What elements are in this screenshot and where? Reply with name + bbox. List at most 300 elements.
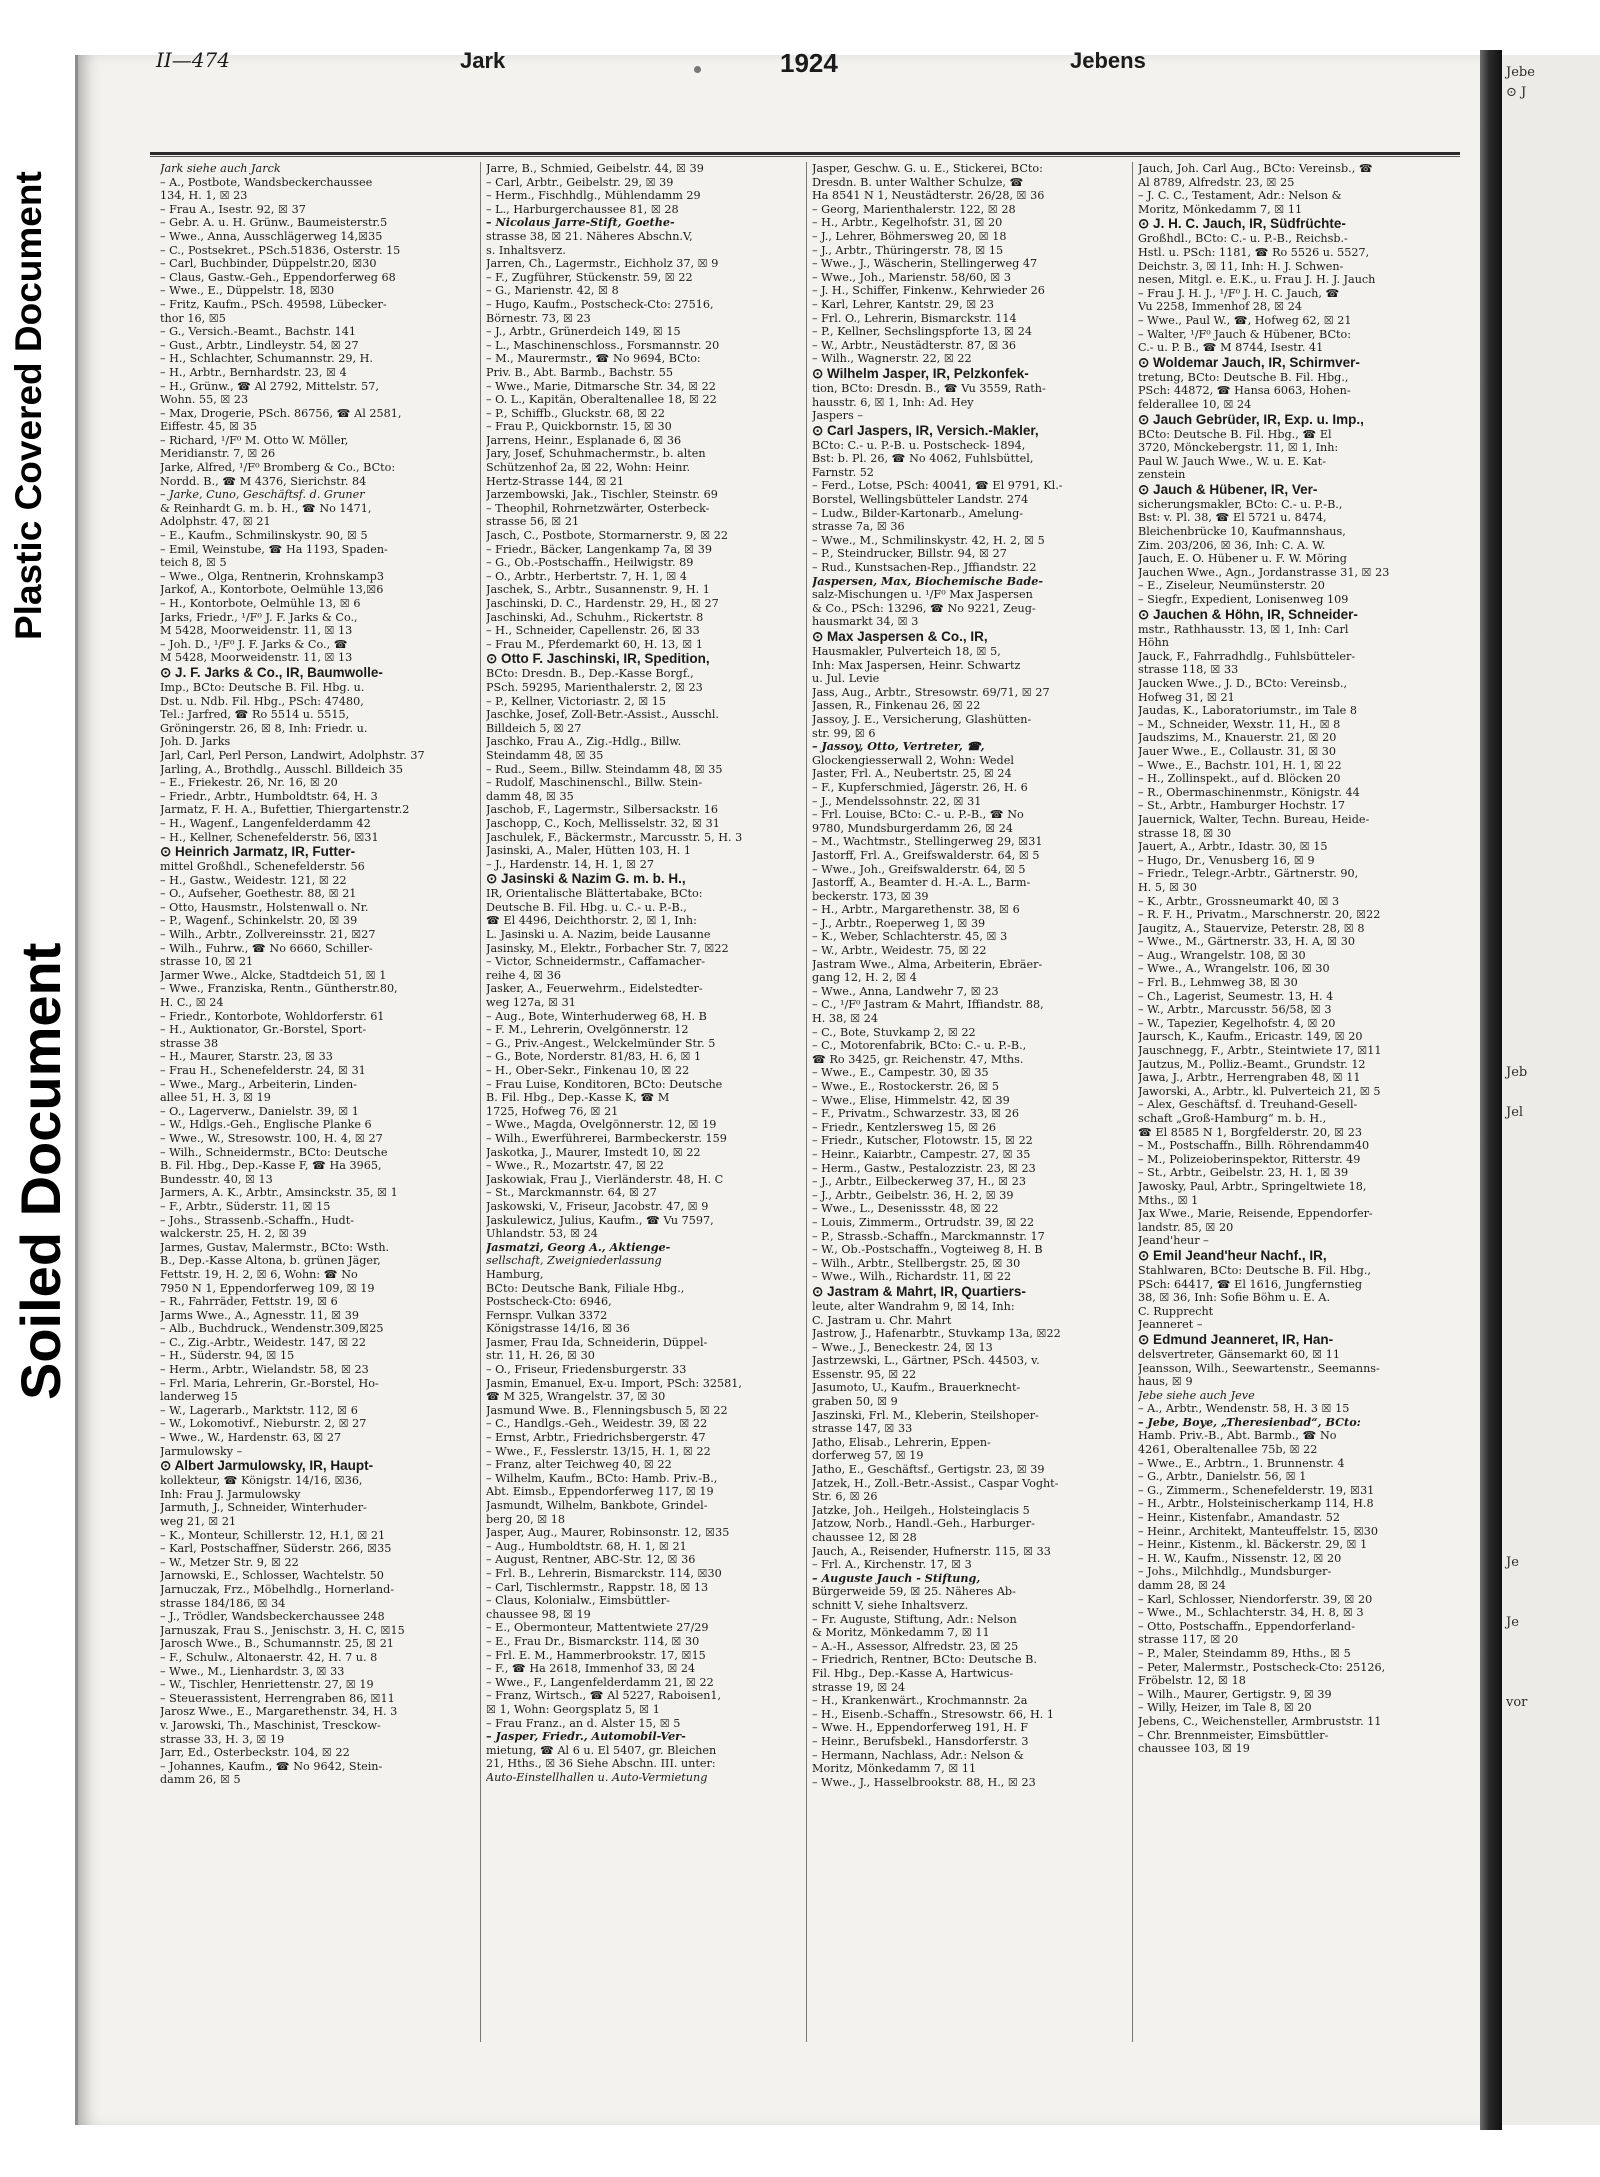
directory-entry-line: – Carl, Buchbinder, Düppelstr.20, ☒30 [160, 257, 377, 271]
directory-entry-line: – Wilh., Fuhrw., ☎ No 6660, Schiller- [160, 941, 373, 955]
directory-entry-line: Jarnowski, E., Schlosser, Wachtelstr. 50 [160, 1569, 384, 1583]
directory-entry-line: – W., Hdlgs.-Geh., Englische Planke 6 [160, 1118, 372, 1132]
directory-entry-line: – E., Friekestr. 26, Nr. 16, ☒ 20 [160, 776, 338, 790]
directory-entry-line: Jastram Wwe., Alma, Arbeiterin, Ebräer- [812, 957, 1043, 971]
header-rule [150, 152, 1460, 155]
directory-entry-line: – J., Hardenstr. 14, H. 1, ☒ 27 [486, 857, 654, 871]
directory-entry-line: – Johannes, Kaufm., ☎ No 9642, Stein- [160, 1759, 383, 1773]
directory-entry-line: B., Dep.-Kasse Altona, b. grünen Jäger, [160, 1254, 381, 1268]
directory-entry-line: – Wwe., Joh., Marienstr. 58/60, ☒ 3 [812, 270, 1012, 284]
directory-entry-line: – W., Lokomotivf., Nieburstr. 2, ☒ 27 [160, 1417, 367, 1431]
directory-entry-line: 1725, Hofweg 76, ☒ 21 [486, 1104, 619, 1118]
directory-entry-line: – Wwe. H., Eppendorferweg 191, H. F [812, 1721, 1029, 1735]
directory-entry-line: – Frl. A., Kirchenstr. 17, ☒ 3 [812, 1558, 972, 1572]
directory-entry-line: – F., Kupferschmied, Jägerstr. 26, H. 6 [812, 780, 1028, 794]
directory-entry-line: – Alex, Geschäftsf. d. Treuhand-Gesell- [1138, 1098, 1358, 1112]
directory-entry-line: Jarren, Ch., Lagermstr., Eichholz 37, ☒ 9 [486, 257, 719, 271]
directory-entry-line: – St., Marckmannstr. 64, ☒ 27 [486, 1186, 657, 1200]
directory-entry-line: L. Jasinski u. A. Nazim, beide Lausanne [486, 928, 711, 942]
directory-entry-line: – J., Arbtr., Thüringerstr. 78, ☒ 15 [812, 243, 1004, 257]
directory-entry-line: Jarosz Wwe., E., Margarethenstr. 34, H. 3 [160, 1705, 398, 1719]
directory-entry-line: Jeansson, Wilh., Seewartenstr., Seemanns- [1138, 1361, 1380, 1375]
directory-entry-line: – Frl. B., Lehrerin, Bismarckstr. 114, ☒30 [486, 1566, 722, 1580]
directory-entry-line: nesen, Mitgl. e. E.K., u. Frau J. H. J. Jauch [1138, 273, 1376, 287]
directory-entry-line: – Frau A., Isestr. 92, ☒ 37 [160, 202, 306, 216]
facing-page-fragment: Jel [1506, 1105, 1524, 1120]
directory-entry-line: IR, Orientalische Blättertabake, BCto: [486, 887, 703, 901]
directory-entry-line: – C., Postsekret., PSch.51836, Osterstr. 15 [160, 243, 401, 257]
directory-entry-line: – H., Wagenf., Langenfelderdamm 42 [160, 816, 371, 830]
directory-entry-line: – Friedr., Kutscher, Flotowstr. 15, ☒ 22 [812, 1134, 1033, 1148]
directory-entry-line: – Wwe., W., Stresowstr. 100, H. 4, ☒ 27 [160, 1131, 383, 1145]
directory-entry-line: Jaschko, Frau A., Zig.-Hdlg., Billw. [486, 735, 682, 749]
directory-entry-line: – Wwe., Elise, Himmelstr. 42, ☒ 39 [812, 1093, 1010, 1107]
directory-entry-line: Inh: Max Jaspersen, Heinr. Schwartz [812, 658, 1021, 672]
directory-entry-line: – H., Arbtr., Holsteinischerkamp 114, H.8 [1138, 1497, 1374, 1511]
directory-entry-line: chaussee 12, ☒ 28 [812, 1531, 917, 1544]
directory-entry-line: ☎ M 325, Wrangelstr. 37, ☒ 30 [486, 1390, 666, 1404]
directory-entry-line: Jarmes, Gustav, Malermstr., BCto: Wsth. [160, 1240, 390, 1254]
directory-entry-line: – Wwe., M., Lienhardstr. 3, ☒ 33 [160, 1664, 345, 1678]
directory-entry-line: Jasinsky, M., Elektr., Forbacher Str. 7, ☒22 [486, 941, 729, 955]
directory-entry-line: – W., Arbtr., Marcusstr. 56/58, ☒ 3 [1138, 1003, 1332, 1017]
directory-entry-line: BCto: Deutsche B. Fil. Hbg., ☎ El [1138, 427, 1332, 441]
directory-entry-line: – Frl. B., Lehmweg 38, ☒ 30 [1138, 976, 1298, 990]
directory-entry-line: Gröningerstr. 26, ☒ 8, Inh: Friedr. u. [160, 721, 368, 735]
directory-entry-line: – P., Kellner, Victoriastr. 2, ☒ 15 [486, 694, 667, 708]
directory-entry-line: mietung, ☎ Al 6 u. El 5407, gr. Bleichen [486, 1743, 717, 1757]
directory-entry-line: allee 51, H. 3, ☒ 19 [160, 1091, 271, 1105]
directory-entry-line: – Otto, Postschaffn., Eppendorferland- [1138, 1619, 1355, 1633]
directory-entry-line: ⊙ Otto F. Jaschinski, IR, Spedition, [486, 651, 710, 667]
directory-entry-line: Höhn [1138, 636, 1169, 650]
directory-entry-line: Bundesstr. 40, ☒ 13 [160, 1172, 273, 1186]
directory-entry-line: Bleichenbrücke 10, Kaufmannshaus, [1138, 525, 1346, 539]
directory-entry-line: Jaskotka, J., Maurer, Imstedt 10, ☒ 22 [486, 1145, 701, 1159]
directory-entry-line: – Wwe., Joh., Greifswalderstr. 64, ☒ 5 [812, 862, 1026, 876]
directory-entry-line: BCto: Dresdn. B., Dep.-Kasse Borgf., [486, 667, 694, 681]
directory-entry-line: – H., Gastw., Weidestr. 121, ☒ 22 [160, 873, 347, 887]
directory-entry-line: Jauernick, Walter, Techn. Bureau, Heide- [1138, 812, 1370, 826]
directory-entry-line: – Carl, Tischlermstr., Rappstr. 18, ☒ 13 [486, 1580, 709, 1594]
directory-entry-line: strasse 184/186, ☒ 34 [160, 1596, 286, 1610]
directory-entry-line: ⊙ Carl Jaspers, IR, Versich.-Makler, [812, 422, 1039, 438]
directory-entry-line: – O., Lagerverw., Danielstr. 39, ☒ 1 [160, 1104, 359, 1118]
directory-entry-line: Jauch, E. O. Hübener u. F. W. Möring [1138, 552, 1347, 566]
directory-entry-line: Str. 6, ☒ 26 [812, 1490, 878, 1504]
directory-entry-line: haus, ☒ 9 [1138, 1375, 1193, 1389]
directory-entry-line: – Ferd., Lotse, PSch: 40041, ☎ El 9791, Kl.- [812, 479, 1063, 493]
directory-entry-line: tretung, BCto: Deutsche B. Fil. Hbg., [1138, 370, 1349, 384]
directory-entry-line: Fernspr. Vulkan 3372 [486, 1308, 608, 1322]
directory-entry-line: Jaudas, K., Laboratoriumstr., im Tale 8 [1138, 704, 1357, 718]
directory-entry-line: PSch: 64417, ☎ El 1616, Jungfernstieg [1138, 1277, 1363, 1291]
directory-entry-line: Jaskowski, V., Friseur, Jacobstr. 47, ☒ 9 [486, 1199, 709, 1213]
directory-entry-line: Tel.: Jarfred, ☎ Ro 5514 u. 5515, [160, 708, 350, 722]
directory-entry-line: teich 8, ☒ 5 [160, 556, 227, 570]
directory-entry-line: Jatzow, Norb., Handl.-Geh., Harburger- [812, 1517, 1035, 1531]
facing-page-fragment: ⊙ J [1506, 85, 1527, 100]
directory-entry-line: – Ch., Lagerist, Seumestr. 13, H. 4 [1138, 989, 1334, 1003]
directory-entry-line: – Herm., Fischhdlg., Mühlendamm 29 [486, 189, 701, 203]
directory-entry-line: – G., Versich.-Beamt., Bachstr. 141 [160, 325, 356, 339]
directory-entry-line: Al 8789, Alfredstr. 23, ☒ 25 [1138, 175, 1295, 189]
directory-entry-line: Jarzembowski, Jak., Tischler, Steinstr. 69 [486, 488, 718, 502]
directory-entry-line: – Wwe., Olga, Rentnerin, Krohnskamp3 [160, 569, 384, 583]
directory-entry-line: s. Inhaltsverz. [486, 243, 566, 257]
directory-entry-line: – Theophil, Rohrnetzwärter, Osterbeck- [486, 501, 710, 515]
directory-entry-line: Joh. D. Jarks [160, 735, 231, 749]
directory-columns [160, 162, 1460, 2062]
directory-entry-line: Jarnuszak, Frau S., Jenischstr. 3, H. C, ☒15 [160, 1623, 405, 1637]
directory-entry-line: Jaschke, Josef, Zoll-Betr.-Assist., Ausschl. [486, 708, 719, 722]
directory-entry-line: strasse 10, ☒ 21 [160, 955, 254, 969]
directory-entry-line: Jaucken Wwe., J. D., BCto: Vereinsb., [1138, 677, 1348, 690]
directory-entry-line: – Wwe., A., Wrangelstr. 106, ☒ 30 [1138, 962, 1330, 976]
directory-entry-line: u. Jul. Levie [812, 672, 880, 686]
directory-entry-line: Farnstr. 52 [812, 465, 874, 479]
directory-entry-line: – Walter, ¹/F⁰ Jauch & Hübener, BCto: [1138, 327, 1352, 341]
directory-entry-line: – F., Schulw., Altonaerstr. 42, H. 7 u. 8 [160, 1650, 378, 1664]
directory-entry-line: ⊙ Emil Jeand'heur Nachf., IR, [1138, 1247, 1327, 1263]
directory-entry-line: – Ludw., Bilder-Kartonarb., Amelung- [812, 506, 1024, 520]
directory-entry-line: – Franz, alter Teichweg 40, ☒ 22 [486, 1458, 672, 1472]
directory-entry-line: mstr., Rathhausstr. 13, ☒ 1, Inh: Carl [1138, 622, 1349, 636]
directory-entry-line: Jastorff, A., Beamter d. H.-A. L., Barm- [812, 876, 1031, 890]
directory-entry-line: Jatho, Elisab., Lehrerin, Eppen- [812, 1435, 991, 1449]
directory-entry-line: hausmarkt 34, ☒ 3 [812, 615, 919, 629]
directory-entry-line: – Carl, Arbtr., Geibelstr. 29, ☒ 39 [486, 175, 674, 189]
directory-entry-line: Jarling, A., Brothdlg., Ausschl. Billdeich 35 [160, 762, 403, 776]
directory-entry-line: 21, Hths., ☒ 36 Siehe Abschn. III. unter: [486, 1757, 716, 1771]
directory-entry-line: Hausmakler, Pulverteich 18, ☒ 5, [812, 645, 1001, 658]
directory-entry-line: – Aug., Wrangelstr. 108, ☒ 30 [1138, 948, 1306, 962]
directory-entry-line: strasse 7a, ☒ 36 [812, 520, 905, 534]
directory-entry-line: Jarke, Alfred, ¹/F⁰ Bromberg & Co., BCto: [160, 461, 396, 475]
directory-entry-line: Postscheck-Cto: 6946, [486, 1295, 612, 1309]
directory-entry-line: Deutsche B. Fil. Hbg. u. C.- u. P.-B., [486, 900, 687, 914]
directory-entry-line: – J., Trödler, Wandsbeckerchaussee 248 [160, 1610, 385, 1624]
directory-entry-line: – J. C. C., Testament, Adr.: Nelson & [1138, 189, 1342, 203]
directory-entry-line: str. 11, H. 26, ☒ 30 [486, 1349, 595, 1363]
directory-entry-line: – H., Krankenwärt., Krochmannstr. 2a [812, 1694, 1028, 1708]
directory-entry-line: – Wwe., R., Mozartstr. 47, ☒ 22 [486, 1159, 664, 1173]
directory-entry-line: – A., Postbote, Wandsbeckerchaussee [160, 175, 373, 189]
directory-entry-line: Jarmers, A. K., Arbtr., Amsinckstr. 35, ☒ 1 [160, 1186, 398, 1200]
directory-entry-line: walckerstr. 25, H. 2, ☒ 39 [160, 1227, 307, 1241]
directory-entry-line: ⊙ J. F. Jarks & Co., IR, Baumwolle- [160, 664, 383, 680]
directory-entry-line: Bst: b. Pl. 26, ☎ No 4062, Fuhlsbüttel, [812, 452, 1034, 466]
directory-entry-line: – Wwe., E., Campestr. 30, ☒ 35 [812, 1066, 989, 1080]
directory-entry-line: – Nicolaus Jarre-Stift, Goethe- [486, 215, 675, 230]
directory-entry-line: – H., Grünw., ☎ Al 2792, Mittelstr. 57, [160, 379, 379, 393]
directory-entry-line: – W., Ob.-Postschaffn., Vogteiweg 8, H. B [812, 1243, 1043, 1257]
directory-entry-line: – Wwe., J., Beneckestr. 24, ☒ 13 [812, 1340, 993, 1354]
directory-entry-line: Jastrzewski, L., Gärtner, PSch. 44503, v. [812, 1354, 1040, 1368]
directory-entry-line: – E., Frau Dr., Bismarckstr. 114, ☒ 30 [486, 1634, 700, 1648]
directory-entry-line: – Johs., Strassenb.-Schaffn., Hudt- [160, 1213, 354, 1227]
directory-entry-line: – G., Ob.-Postschaffn., Heilwigstr. 89 [486, 556, 694, 570]
condition-label-strip [0, 40, 72, 1400]
directory-entry-line: Jaschulek, F., Bäckermstr., Marcusstr. 5, H. 3 [486, 830, 743, 844]
directory-entry-line: – M., Polizeioberinspektor, Ritterstr. 49 [1138, 1152, 1361, 1166]
directory-entry-line: – Rudolf, Maschinenschl., Billw. Stein- [486, 776, 703, 790]
directory-entry-line: – Wwe., F., Langenfelderdamm 21, ☒ 22 [486, 1675, 714, 1689]
directory-entry-line: – J., Mendelssohnstr. 22, ☒ 31 [812, 794, 982, 808]
directory-entry-line: salz-Mischungen u. ¹/F⁰ Max Jaspersen [812, 588, 1033, 602]
directory-entry-line: – H., Kontorbote, Oelmühle 13, ☒ 6 [160, 597, 361, 610]
directory-entry-line: weg 127a, ☒ 31 [486, 996, 576, 1010]
directory-entry-line: dorferweg 57, ☒ 19 [812, 1449, 924, 1463]
directory-entry-line: – O. L., Kapitän, Oberaltenallee 18, ☒ 22 [486, 393, 717, 407]
directory-entry-line: Jasker, A., Feuerwehrm., Eidelstedter- [486, 982, 703, 996]
directory-entry-line: Jassoy, J. E., Versicherung, Glashütten- [812, 712, 1032, 726]
directory-entry-line: – Georg, Marienthalerstr. 122, ☒ 28 [812, 202, 1016, 216]
directory-entry-line: – A.-H., Assessor, Alfredstr. 23, ☒ 25 [812, 1639, 1019, 1653]
directory-entry-line: thor 16, ☒5 [160, 311, 226, 325]
directory-entry-line: Jasinski, A., Maler, Hütten 103, H. 1 [486, 844, 691, 858]
directory-entry-line: Jarmer Wwe., Alcke, Stadtdeich 51, ☒ 1 [160, 968, 387, 982]
directory-entry-line: Jauch, A., Reisender, Hufnerstr. 115, ☒ 33 [812, 1544, 1051, 1558]
directory-entry-line: – M., Postschaffn., Billh. Röhrendamm40 [1138, 1139, 1370, 1153]
directory-entry-line: ⊙ Edmund Jeanneret, IR, Han- [1138, 1331, 1334, 1347]
entry-column-2 [486, 162, 801, 2062]
directory-entry-line: Jasper, Aug., Maurer, Robinsonstr. 12, ☒35 [486, 1526, 730, 1540]
directory-entry-line: Jaster, Frl. A., Neubertstr. 25, ☒ 24 [812, 767, 1012, 781]
directory-entry-line: BCto: C.- u. P.-B. u. Postscheck- 1894, [812, 438, 1026, 452]
directory-entry-line: ⊙ Woldemar Jauch, IR, Schirmver- [1138, 354, 1360, 370]
directory-entry-line: – P., Kellner, Sechslingspforte 13, ☒ 24 [812, 325, 1032, 339]
directory-entry-line: – Friedr., Telegr.-Arbtr., Gärtnerstr. 90, [1138, 867, 1359, 881]
directory-entry-line: strasse 33, H. 3, ☒ 19 [160, 1732, 285, 1746]
directory-entry-line: H. C., ☒ 24 [160, 996, 224, 1010]
directory-entry-line: – Heinr., Kistenm., kl. Bäckerstr. 29, ☒ 1 [1138, 1538, 1368, 1552]
plastic-covered-label: Plastic Covered Document [8, 171, 49, 640]
directory-entry-line: – C., ¹/F⁰ Jastram & Mahrt, Iffiandstr. 88, [812, 998, 1044, 1012]
directory-entry-line: Moritz, Mönkedamm 7, ☒ 11 [1138, 202, 1303, 216]
directory-entry-line: hausstr. 6, ☒ 1, Inh: Ad. Hey [812, 395, 974, 409]
directory-entry-line: Jawosky, Paul, Arbtr., Springeltwiete 18, [1138, 1179, 1367, 1193]
directory-entry-line: ⊙ Jauchen & Höhn, IR, Schneider- [1138, 606, 1358, 622]
directory-entry-line: – W., Arbtr., Weidestr. 75, ☒ 22 [812, 944, 987, 958]
facing-page-fragment: Je [1506, 1555, 1519, 1570]
directory-entry-line: – Louis, Zimmerm., Ortrudstr. 39, ☒ 22 [812, 1215, 1035, 1229]
directory-entry-line: str. 99, ☒ 6 [812, 726, 876, 740]
directory-entry-line: Jawa, J., Arbtr., Herrengraben 48, ☒ 11 [1138, 1071, 1361, 1085]
directory-entry-line: – Jasper, Friedr., Automobil-Ver- [486, 1729, 686, 1744]
directory-entry-line: – St., Arbtr., Geibelstr. 23, H. 1, ☒ 39 [1138, 1166, 1349, 1180]
directory-entry-line: – W., Tapezier, Kegelhofstr. 4, ☒ 20 [1138, 1016, 1336, 1030]
directory-entry-line: Uhlandstr. 53, ☒ 24 [486, 1227, 598, 1241]
directory-entry-line: – Chr. Brennmeister, Eimsbüttler- [1138, 1728, 1329, 1742]
directory-entry-line: – Frau H., Schenefelderstr. 24, ☒ 31 [160, 1064, 366, 1077]
directory-entry-line: chaussee 103, ☒ 19 [1138, 1742, 1250, 1756]
facing-page-fragment: vor [1506, 1695, 1528, 1710]
directory-entry-line: Jax Wwe., Marie, Reisende, Eppendorfer- [1138, 1207, 1373, 1221]
directory-entry-line: – Wwe., E., Rostockerstr. 26, ☒ 5 [812, 1080, 1000, 1093]
directory-entry-line: Glockengiesserwall 2, Wohn: Wedel [812, 753, 1014, 767]
directory-entry-line: – Siegfr., Expedient, Lonisenweg 109 [1138, 593, 1349, 607]
directory-entry-line: – Heinr., Kaiarbtr., Campestr. 27, ☒ 35 [812, 1147, 1031, 1161]
directory-entry-line: – Frau P., Quickbornstr. 15, ☒ 30 [486, 420, 672, 434]
directory-entry-line: – Wwe., J., Hasselbrookstr. 88, H., ☒ 23 [812, 1775, 1036, 1789]
directory-entry-line: – K., Monteur, Schillerstr. 12, H.1, ☒ 21 [160, 1528, 386, 1542]
directory-entry-line: Jary, Josef, Schuhmachermstr., b. alten [486, 447, 706, 461]
facing-page-fragment: Jebe [1506, 65, 1535, 80]
directory-entry-line: – H., Kellner, Schenefelderstr. 56, ☒31 [160, 830, 379, 844]
directory-entry-line: & Co., PSch: 13296, ☎ No 9221, Zeug- [812, 601, 1036, 615]
directory-entry-line: – Friedrich, Rentner, BCto: Deutsche B. [812, 1653, 1037, 1667]
page-gutter-shadow [1480, 50, 1502, 2130]
directory-entry-line: – J., Lehrer, Böhmersweg 20, ☒ 18 [812, 229, 1007, 243]
directory-entry-line: berg 20, ☒ 18 [486, 1512, 566, 1526]
directory-entry-line: – St., Arbtr., Hamburger Hochstr. 17 [1138, 799, 1345, 813]
directory-entry-line: – Wwe., Anna, Ausschlägerweg 14,☒35 [160, 229, 383, 243]
directory-entry-line: Jebens, C., Weichensteller, Armbruststr. 11 [1138, 1714, 1382, 1728]
directory-entry-line: – G., Zimmerm., Schenefelderstr. 19, ☒31 [1138, 1483, 1375, 1497]
directory-entry-line: strasse 118, ☒ 33 [1138, 663, 1239, 677]
directory-entry-line: – Rud., Seem., Billw. Steindamm 48, ☒ 35 [486, 762, 723, 776]
directory-entry-line: weg 21, ☒ 21 [160, 1515, 237, 1528]
directory-entry-line: Jassen, R., Finkenau 26, ☒ 22 [812, 699, 981, 713]
directory-entry-line: – Wilh., Maurer, Gertigstr. 9, ☒ 39 [1138, 1687, 1332, 1701]
directory-entry-line: Ha 8541 N 1, Neustädterstr. 26/28, ☒ 36 [812, 189, 1045, 203]
directory-entry-line: ☎ El 4496, Deichthorstr. 2, ☒ 1, Inh: [486, 914, 697, 928]
directory-entry-line: – H. W., Kaufm., Nissenstr. 12, ☒ 20 [1138, 1551, 1342, 1565]
directory-entry-line: – K., Arbtr., Grossneumarkt 40, ☒ 3 [1138, 894, 1340, 908]
directory-entry-line: – O., Friseur, Friedensburgerstr. 33 [486, 1363, 687, 1377]
directory-entry-line: – Steuerassistent, Herrengraben 86, ☒11 [160, 1691, 395, 1705]
directory-entry-line: ☎ El 8585 N 1, Borgfelderstr. 20, ☒ 23 [1138, 1125, 1362, 1139]
entry-column-4 [1138, 162, 1453, 2062]
directory-entry-line: – H., Arbtr., Kegelhofstr. 31, ☒ 20 [812, 216, 1003, 230]
directory-entry-line: – P., Maler, Steindamm 89, Hths., ☒ 5 [1138, 1646, 1351, 1660]
directory-entry-line: sellschaft, Zweigniederlassung [486, 1254, 662, 1268]
directory-entry-line: Jarr, Ed., Osterbeckstr. 104, ☒ 22 [160, 1746, 350, 1760]
directory-entry-line: Borstel, Wellingsbütteler Landstr. 274 [812, 493, 1029, 507]
directory-entry-line: – Herm., Arbtr., Wielandstr. 58, ☒ 23 [160, 1363, 369, 1377]
directory-entry-line: – R., Obermaschinenmstr., Königstr. 44 [1138, 785, 1360, 799]
directory-entry-line: Jasmin, Emanuel, Ex-u. Import, PSch: 32581, [486, 1376, 742, 1390]
directory-entry-line: Jarmulowsky – [160, 1444, 243, 1458]
directory-entry-line: – W., Metzer Str. 9, ☒ 22 [160, 1555, 299, 1569]
directory-entry-line: – Willy, Heizer, im Tale 8, ☒ 20 [1138, 1701, 1312, 1715]
directory-entry-line: – A., Arbtr., Wendenstr. 58, H. 3 ☒ 15 [1138, 1402, 1350, 1416]
directory-entry-line: Stahlwaren, BCto: Deutsche B. Fil. Hbg., [1138, 1263, 1371, 1277]
directory-entry-line: ⊙ Jasinski & Nazim G. m. b. H., [486, 871, 686, 887]
directory-entry-line: – F., Privatm., Schwarzestr. 33, ☒ 26 [812, 1107, 1019, 1121]
directory-entry-line: – Fr. Auguste, Stiftung, Adr.: Nelson [812, 1612, 1017, 1626]
directory-entry-line: – W., Lagerarb., Marktstr. 112, ☒ 6 [160, 1403, 358, 1417]
directory-entry-line: – H., Schneider, Capellenstr. 26, ☒ 33 [486, 624, 700, 638]
directory-entry-line: PSch: 44872, ☎ Hansa 6063, Hohen- [1138, 384, 1351, 398]
directory-entry-line: – H., Schlachter, Schumannstr. 29, H. [160, 352, 373, 366]
directory-entry-line: Großhdl., BCto: C.- u. P.-B., Reichsb.- [1138, 232, 1348, 246]
directory-entry-line: – Frau Franz., an d. Alster 15, ☒ 5 [486, 1716, 681, 1730]
directory-entry-line: Jasumoto, U., Kaufm., Brauerknecht- [812, 1381, 1021, 1395]
directory-entry-line: – E., Obermonteur, Mattentwiete 27/29 [486, 1621, 709, 1635]
directory-entry-line: Wohn. 55, ☒ 23 [160, 393, 249, 407]
directory-entry-line: – P., Schiffb., Gluckstr. 68, ☒ 22 [486, 406, 665, 420]
directory-entry-line: – K., Weber, Schlachterstr. 45, ☒ 3 [812, 930, 1008, 944]
directory-entry-line: ⊙ Albert Jarmulowsky, IR, Haupt- [160, 1458, 374, 1474]
directory-entry-line: Jatzke, Joh., Heilgeh., Holsteinglacis 5 [812, 1503, 1030, 1517]
directory-entry-line: – F., Arbtr., Süderstr. 11, ☒ 15 [160, 1199, 331, 1213]
directory-entry-line: Jaschopp, C., Koch, Mellisselstr. 32, ☒ 31 [486, 816, 720, 830]
page-header [90, 48, 1580, 88]
directory-entry-line: Fettstr. 19, H. 2, ☒ 6, Wohn: ☎ No [160, 1267, 358, 1281]
directory-entry-line: – Claus, Kolonialw., Eimsbüttler- [486, 1594, 670, 1608]
entry-column-3 [812, 162, 1127, 2062]
directory-entry-line: Abt. Eimsb., Eppendorferweg 117, ☒ 19 [486, 1485, 714, 1499]
directory-entry-line: Moritz, Mönkedamm 7, ☒ 11 [812, 1762, 977, 1776]
directory-entry-line: – Wwe., Paul W., ☎, Hofweg 62, ☒ 21 [1138, 313, 1352, 327]
directory-entry-line: schaft „Groß-Hamburg“ m. b. H., [1138, 1112, 1327, 1125]
directory-entry-line: Jauschnegg, F., Arbtr., Steintwiete 17, ☒11 [1138, 1044, 1382, 1058]
directory-entry-line: – H., Zollinspekt., auf d. Blöcken 20 [1138, 772, 1341, 786]
directory-entry-line: landstr. 85, ☒ 20 [1138, 1220, 1234, 1234]
directory-entry-line: – Alb., Buchdruck., Wendenstr.309,☒25 [160, 1322, 384, 1336]
directory-entry-line: – J., Arbtr., Geibelstr. 36, H. 2, ☒ 39 [812, 1188, 1014, 1202]
directory-entry-line: – Wwe., W., Hardenstr. 63, ☒ 27 [160, 1431, 342, 1445]
directory-entry-line: gang 12, H. 2, ☒ 4 [812, 971, 917, 985]
directory-entry-line: Jauert, A., Arbtr., Idastr. 30, ☒ 15 [1138, 840, 1328, 854]
directory-entry-line: Essenstr. 95, ☒ 22 [812, 1367, 917, 1381]
directory-entry-line: – O., Arbtr., Herbertstr. 7, H. 1, ☒ 4 [486, 569, 688, 583]
directory-entry-line: – Wilh., Schneidermstr., BCto: Deutsche [160, 1145, 388, 1159]
directory-entry-line: reihe 4, ☒ 36 [486, 968, 561, 982]
soiled-document-label: Soiled Document [9, 942, 72, 1400]
directory-entry-line: ⊙ Jauch Gebrüder, IR, Exp. u. Imp., [1138, 411, 1364, 427]
directory-entry-line: – Rud., Kunstsachen-Rep., Jffiandstr. 22 [812, 561, 1037, 575]
directory-entry-line: Imp., BCto: Deutsche B. Fil. Hbg. u. [160, 680, 365, 694]
directory-entry-line: – G., Arbtr., Danielstr. 56, ☒ 1 [1138, 1470, 1307, 1484]
directory-entry-line: strasse 18, ☒ 30 [1138, 826, 1232, 840]
directory-entry-line: Jasmund Wwe. B., Flenningsbusch 5, ☒ 22 [486, 1403, 728, 1417]
column-divider [806, 162, 807, 2042]
directory-entry-line: – W., Arbtr., Neustädterstr. 87, ☒ 36 [812, 338, 1017, 352]
directory-entry-line: – Johs., Milchhdlg., Mundsburger- [1138, 1565, 1332, 1579]
directory-entry-line: – H., Arbtr., Bernhardstr. 23, ☒ 4 [160, 365, 347, 379]
directory-entry-line: Hstl. u. PSch: 1181, ☎ Ro 5526 u. 5527, [1138, 245, 1370, 259]
directory-entry-line: Paul W. Jauch Wwe., W. u. E. Kat- [1138, 454, 1326, 468]
directory-entry-line: zenstein [1138, 468, 1186, 482]
directory-entry-line: Inh: Frau J. Jarmulowsky [160, 1487, 301, 1501]
directory-entry-line: – L., Harburgerchaussee 81, ☒ 28 [486, 202, 679, 216]
directory-entry-line: – P., Strassb.-Schaffn., Marckmannstr. 17 [812, 1229, 1045, 1243]
directory-entry-line: Jarmatz, F. H. A., Bufettier, Thiergartenstr.2 [160, 803, 410, 817]
directory-entry-line: – Otto, Hausmstr., Holstenwall o. Nr. [160, 900, 369, 914]
directory-entry-line: – Wilhelm, Kaufm., BCto: Hamb. Priv.-B., [486, 1471, 718, 1485]
directory-entry-line: Jaspers – [812, 409, 863, 423]
directory-entry-line: H. 5, ☒ 30 [1138, 880, 1197, 894]
directory-entry-line: – Ernst, Arbtr., Friedrichsbergerstr. 47 [486, 1431, 706, 1445]
last-entry-word: Jebens [1070, 48, 1146, 73]
directory-entry-line: PSch. 59295, Marienthalerstr. 2, ☒ 23 [486, 680, 703, 694]
directory-entry-line: Jaugitz, A., Stauervize, Peterstr. 28, ☒ 8 [1138, 921, 1365, 935]
directory-entry-line: – Hugo, Kaufm., Postscheck-Cto: 27516, [486, 297, 714, 311]
directory-entry-line: strasse 19, ☒ 24 [812, 1680, 906, 1694]
directory-entry-line: – Wwe., Marg., Arbeiterin, Linden- [160, 1077, 357, 1091]
directory-entry-line: – Heinr., Berufsbekl., Hansdorferstr. 3 [812, 1734, 1029, 1748]
directory-entry-line: M 5428, Moorweidenstr. 11, ☒ 13 [160, 624, 353, 638]
directory-entry-line: Billdeich 5, ☒ 27 [486, 721, 582, 735]
column-divider [480, 162, 481, 2042]
directory-entry-line: Deichstr. 3, ☒ 11, Inh: H. J. Schwen- [1138, 259, 1344, 273]
header-rule-thin [150, 156, 1460, 157]
directory-entry-line: Jaspersen, Max, Biochemische Bade- [812, 573, 1043, 588]
directory-entry-line: – J., Arbtr., Grünerdeich 149, ☒ 15 [486, 325, 681, 339]
